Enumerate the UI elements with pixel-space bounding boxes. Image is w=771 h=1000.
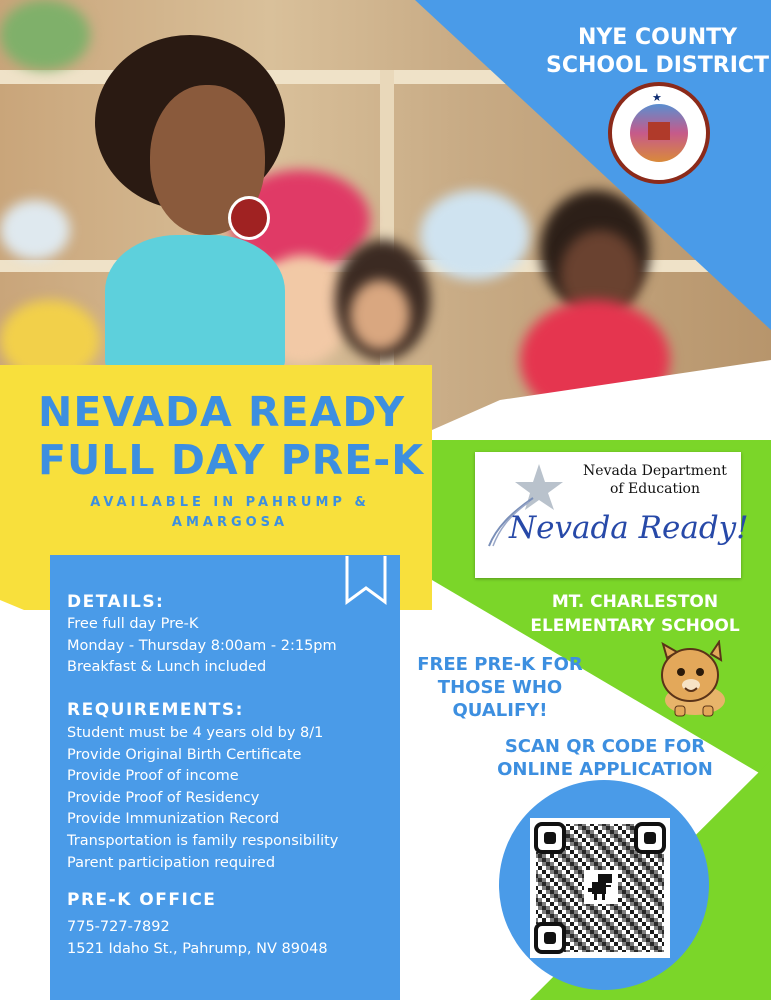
district-line2: SCHOOL DISTRICT bbox=[545, 53, 770, 78]
nde-line1: Nevada Department bbox=[583, 463, 727, 479]
requirement-item: Transportation is family responsibility bbox=[67, 832, 339, 849]
scan-line2: ONLINE APPLICATION bbox=[497, 759, 713, 780]
requirements-heading: REQUIREMENTS: bbox=[67, 700, 244, 720]
school-name bbox=[510, 590, 760, 638]
qr-pattern bbox=[530, 818, 670, 958]
requirement-item: Provide Original Birth Certificate bbox=[67, 746, 302, 763]
details-heading: DETAILS: bbox=[67, 592, 165, 612]
promo-line2: THOSE WHO bbox=[437, 677, 563, 698]
qr-code[interactable] bbox=[530, 818, 670, 958]
requirement-item: Provide Proof of income bbox=[67, 768, 239, 785]
nde-name bbox=[575, 462, 735, 498]
requirement-item: Provide Proof of Residency bbox=[67, 789, 260, 806]
school-line1: MT. CHARLESTON bbox=[551, 592, 719, 612]
promo-line3: QUALIFY! bbox=[452, 700, 548, 721]
bookmark-icon bbox=[344, 556, 388, 606]
district-line1: NYE COUNTY bbox=[577, 25, 738, 50]
nevada-ready-script: Nevada Ready! bbox=[509, 510, 749, 546]
details-item: Monday - Thursday 8:00am - 2:15pm bbox=[67, 637, 337, 654]
requirement-item: Provide Immunization Record bbox=[67, 811, 280, 828]
nevada-ready-logo bbox=[475, 452, 749, 578]
district-name bbox=[545, 24, 770, 80]
requirement-item: Parent participation required bbox=[67, 854, 276, 871]
nde-line2: of Education bbox=[610, 481, 700, 497]
promo-line1: FREE PRE-K FOR bbox=[417, 654, 583, 675]
scan-qr-text bbox=[470, 735, 740, 781]
title-line2: FULL DAY PRE-K bbox=[38, 436, 425, 484]
scan-line1: SCAN QR CODE FOR bbox=[504, 736, 706, 757]
office-contact bbox=[67, 917, 328, 960]
free-prek-text bbox=[400, 653, 600, 722]
details-item: Free full day Pre-K bbox=[67, 616, 199, 632]
page-title bbox=[38, 388, 428, 484]
office-phone: 775-727-7892 bbox=[67, 919, 170, 935]
details-list bbox=[67, 614, 337, 679]
details-item: Breakfast & Lunch included bbox=[67, 659, 267, 676]
office-address: 1521 Idaho St., Pahrump, NV 89048 bbox=[67, 940, 328, 957]
star-icon: ★ bbox=[652, 91, 662, 104]
cougar-mascot-icon bbox=[645, 640, 740, 720]
school-line2: ELEMENTARY SCHOOL bbox=[530, 616, 740, 636]
requirements-list bbox=[67, 723, 338, 874]
district-seal bbox=[608, 82, 710, 184]
title-line1: NEVADA READY bbox=[38, 388, 406, 436]
availability-text: AVAILABLE IN PAHRUMP & AMARGOSA bbox=[90, 495, 370, 530]
office-heading: PRE-K OFFICE bbox=[67, 890, 217, 910]
requirement-item: Student must be 4 years old by 8/1 bbox=[67, 725, 324, 741]
